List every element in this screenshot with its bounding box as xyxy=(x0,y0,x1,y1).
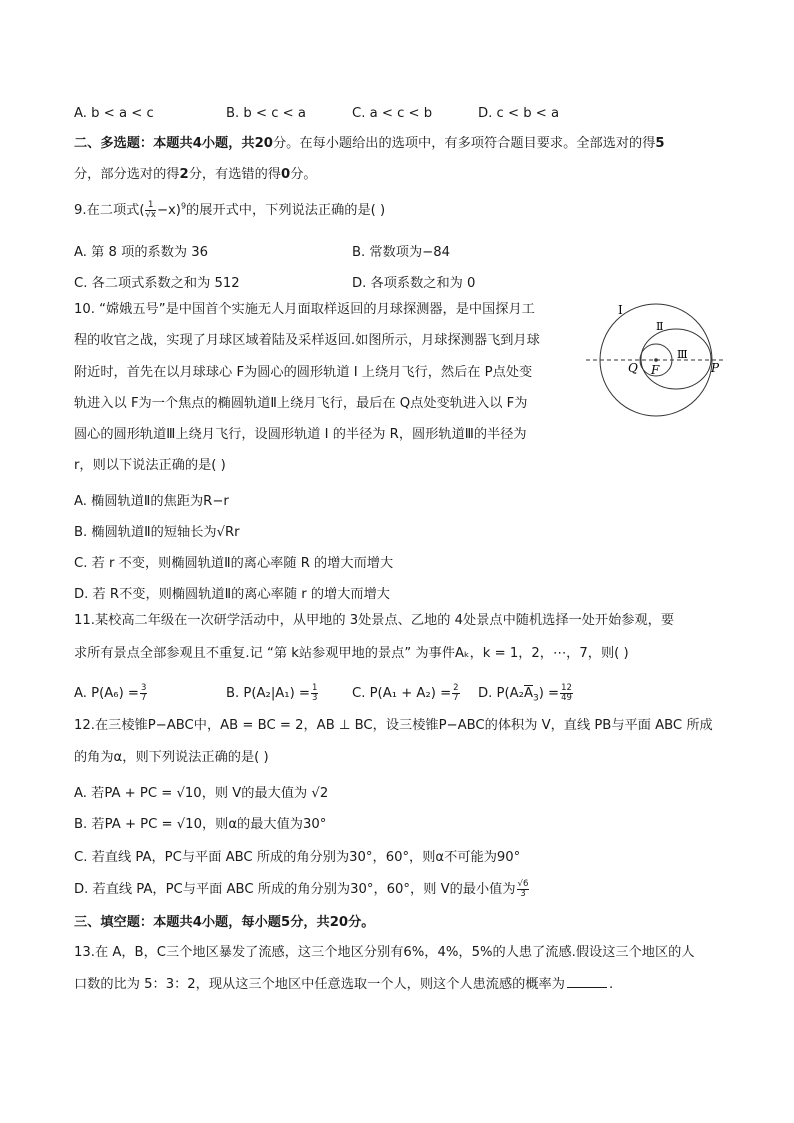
section3-heading: 三、填空题：本题共4小题，每小题5分，共20分。 xyxy=(74,915,375,930)
label-I: I xyxy=(618,303,623,317)
q9-option-a: A. 第 8 项的系数为 36 xyxy=(74,245,209,260)
q10-option-d: D. 若 R不变，则椭圆轨道Ⅱ的离心率随 r 的增大而增大 xyxy=(74,587,390,602)
q10-option-c: C. 若 r 不变，则椭圆轨道Ⅱ的离心率随 R 的增大而增大 xyxy=(74,556,394,571)
q12-stem-line1: 12.在三棱锥P−ABC中，AB = BC = 2，AB ⊥ BC，设三棱锥P−ABC的体积为 V，直线 PB与平面 ABC 所成 xyxy=(74,718,713,733)
answer-blank xyxy=(567,987,607,988)
q8-option-a: A. b < a < c xyxy=(74,106,154,121)
label-III: Ⅲ xyxy=(677,348,688,361)
label-F: F xyxy=(651,363,660,377)
q10-option-b: B. 椭圆轨道Ⅱ的短轴长为√Rr xyxy=(74,525,240,540)
q8-option-c: C. a < c < b xyxy=(352,106,433,121)
q9-option-c: C. 各二项式系数之和为 512 xyxy=(74,276,240,291)
q11-stem-line1: 11.某校高二年级在一次研学活动中，从甲地的 3处景点、乙地的 4处景点中随机选择一处开始参观，要 xyxy=(74,613,675,628)
q11-option-c: C. P(A₁ + A₂) = $\frac{2}{7}$ xyxy=(352,683,459,703)
q10-stem-line2: 程的收官之战，实现了月球区域着陆及采样返回.如图所示，月球探测器飞到月球 xyxy=(74,333,540,348)
q12-option-c: C. 若直线 PA，PC与平面 ABC 所成的角分别为30°，60°，则α不可能为90° xyxy=(74,850,521,865)
label-P: P xyxy=(711,361,720,375)
q12-option-d: D. 若直线 PA，PC与平面 ABC 所成的角分别为30°，60°，则 V的最小值为 $\frac{√6}{3}$ xyxy=(74,879,529,899)
q12-stem-line2: 的角为α，则下列说法正确的是( ) xyxy=(74,750,269,765)
q11-option-b: B. P(A₂|A₁) = $\frac{1}{3}$ xyxy=(226,683,318,703)
q11-option-a: A. P(A₆) = $\frac{3}{7}$ xyxy=(74,683,147,703)
q12-option-b: B. 若PA + PC = √10，则α的最大值为30° xyxy=(74,817,327,832)
q9-stem: 9.在二项式( $\frac{1}{√x}$ −x)$^9$的展开式中，下列说法正确的是( ) xyxy=(74,200,386,220)
q9-fraction: $\frac{1}{√x}$ xyxy=(145,200,156,220)
q13-stem-line2: 口数的比为 5：3：2，现从这三个地区中任意选取一个人，则这个人患流感的概率为 . xyxy=(74,977,614,992)
q10-stem-line1: 10. “嫦娥五号”是中国首个实施无人月面取样返回的月球探测器，是中国探月工 xyxy=(74,302,535,317)
point-F xyxy=(654,358,658,362)
q12-option-a: A. 若PA + PC = √10，则 V的最大值为 √2 xyxy=(74,786,329,801)
label-Q: Q xyxy=(628,361,638,375)
q10-orbit-diagram xyxy=(586,300,736,440)
q10-stem-line6: r，则以下说法正确的是( ) xyxy=(74,458,226,473)
section2-heading-line1: 二、多选题：本题共4小题，共20分。在每小题给出的选项中，有多项符合题目要求。全部选对的得5 xyxy=(74,136,665,151)
q10-option-a: A. 椭圆轨道Ⅱ的焦距为R−r xyxy=(74,494,229,509)
q10-stem-line4: 轨进入以 F为一个焦点的椭圆轨道Ⅱ上绕月飞行，最后在 Q点处变轨进入以 F为 xyxy=(74,396,528,411)
q8-option-d: D. c < b < a xyxy=(478,106,560,121)
q10-stem-line3: 附近时，首先在以月球球心 F为圆心的圆形轨道 I 上绕月飞行，然后在 P点处变 xyxy=(74,365,533,380)
q10-stem-line5: 圆心的圆形轨道Ⅲ上绕月飞行，设圆形轨道 I 的半径为 R，圆形轨道Ⅲ的半径为 xyxy=(74,427,527,442)
q9-option-d: D. 各项系数之和为 0 xyxy=(352,276,476,291)
q13-stem-line1: 13.在 A，B，C三个地区暴发了流感，这三个地区分别有6%，4%，5%的人患了流感.假设这三个地区的人 xyxy=(74,945,695,960)
q8-option-b: B. b < c < a xyxy=(226,106,307,121)
q11-option-d: D. $P(A_2\overline{A}_3)$ = $\frac{12}{49}$ xyxy=(478,683,572,704)
orbit-II-ellipse xyxy=(641,329,711,389)
label-II: Ⅱ xyxy=(656,320,664,333)
q11-stem-line2: 求所有景点全部参观且不重复.记 “第 k站参观甲地的景点” 为事件Aₖ，k = 1，2，⋯，7，则( ) xyxy=(74,646,629,661)
section2-heading-line2: 分，部分选对的得2分，有选错的得0分。 xyxy=(74,167,317,182)
q9-option-b: B. 常数项为−84 xyxy=(352,245,451,260)
